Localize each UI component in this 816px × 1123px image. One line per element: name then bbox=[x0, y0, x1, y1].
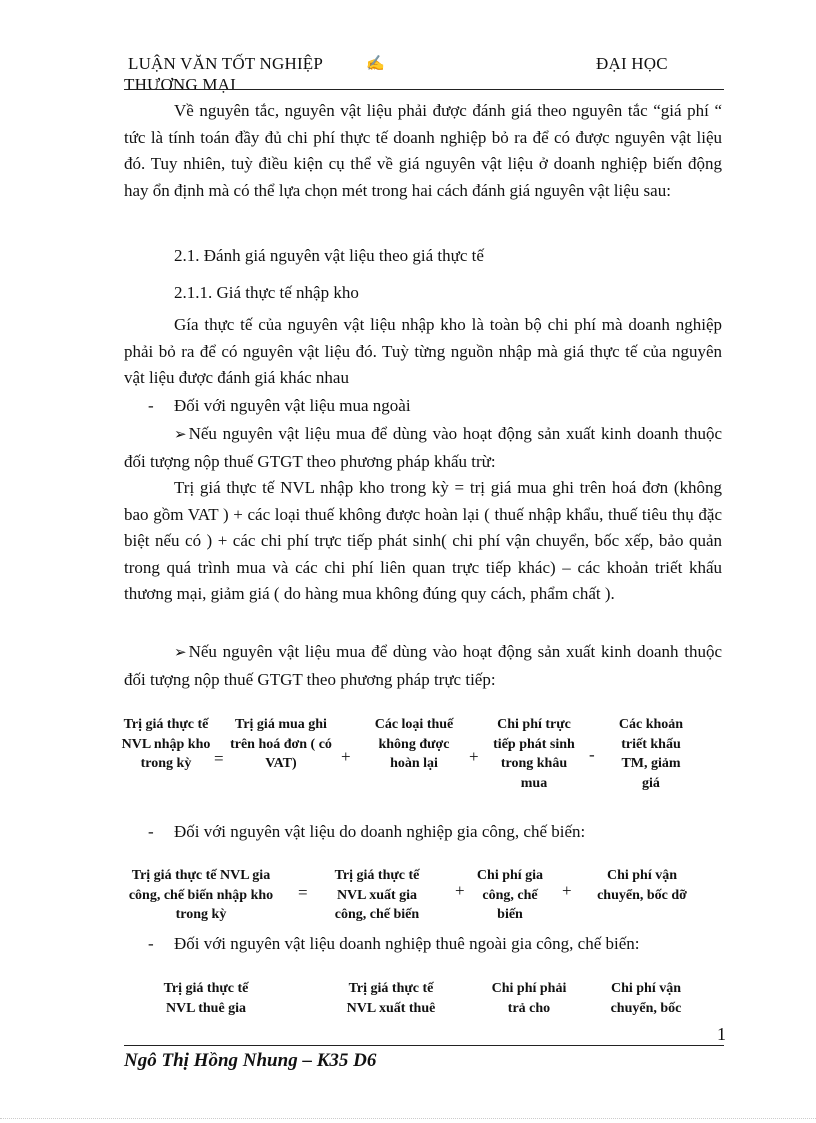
formula-term: Trị giá thực tế NVL xuất thuê bbox=[346, 981, 436, 1016]
bullet-dash: - bbox=[148, 396, 154, 415]
formula-term: Chi phí vận chuyển, bốc bbox=[610, 981, 682, 1016]
bullet-dash: - bbox=[148, 822, 154, 841]
formula-term: Chi phí trực tiếp phát sinh trong khâu mua bbox=[493, 717, 575, 791]
formula-term: Các loại thuế không được hoàn lại bbox=[374, 717, 454, 772]
footer-rule bbox=[124, 1045, 724, 1046]
heading-2-1: 2.1. Đánh giá nguyên vật liệu theo giá thực tế bbox=[174, 246, 484, 265]
footer-author: Ngô Thị Hồng Nhung – K35 D6 bbox=[124, 1050, 377, 1071]
formula-term: Trị giá thực tế NVL nhập kho trong kỳ bbox=[121, 717, 211, 772]
bullet-thue-ngoai bbox=[148, 934, 640, 954]
paragraph-intro: Về nguyên tắc, nguyên vật liệu phải được đánh giá theo nguyên tắc “giá phí “ tức là tính toán đầy đủ chi phí thực tế doanh nghiệp bỏ ra để có được nguyên vật liệu đó. Tuy nhiên, tuỳ điều kiện cụ thể về giá nguyên vật liệu ở doanh nghiệp biến động hay ổn định mà có thể lựa chọn mét trong hai cách đánh giá nguyên vật liệu sau: bbox=[124, 101, 722, 200]
header-rule bbox=[124, 89, 724, 90]
bullet-text: Đối với nguyên vật liệu do doanh nghiệp gia công, chế biến: bbox=[174, 822, 586, 841]
arrow-bullet-icon: ➢ bbox=[174, 427, 187, 443]
page-number: 1 bbox=[717, 1024, 726, 1044]
formula-term: Trị giá mua ghi trên hoá đơn ( có VAT) bbox=[230, 717, 332, 772]
quill-icon: ✍ bbox=[366, 56, 385, 72]
paragraph-gia-thuc-te: Gía thực tế của nguyên vật liệu nhập kho là toàn bộ chi phí mà doanh nghiệp phải bỏ ra để có nguyên vật liệu đó. Tuỳ từng nguồn nhập mà giá thực tế của nguyên vật liệu được đánh giá khác nhau bbox=[124, 315, 722, 388]
bullet-gia-cong bbox=[148, 822, 585, 842]
formula-term: Chi phí phải trả cho bbox=[491, 981, 567, 1016]
formula-term: Trị giá thực tế NVL gia công, chế biến nhập kho trong kỳ bbox=[128, 868, 274, 923]
bullet-dash: - bbox=[148, 934, 154, 953]
sub-khau-tru-text: Nếu nguyên vật liệu mua để dùng vào hoạt động sản xuất kinh doanh thuộc đối tượng nộp thuế GTGT theo phương pháp khấu trừ: bbox=[124, 424, 722, 471]
bullet-text: Đối với nguyên vật liệu doanh nghiệp thuê ngoài gia công, chế biến: bbox=[174, 934, 640, 953]
formula-term: Các khoản triết khấu TM, giảm giá bbox=[618, 717, 684, 791]
bullet-text: Đối với nguyên vật liệu mua ngoài bbox=[174, 396, 411, 415]
bullet-mua-ngoai bbox=[148, 396, 411, 416]
sub-truc-tiep bbox=[124, 639, 722, 693]
formula-term: Trị giá thực tế NVL xuất gia công, chế biến bbox=[334, 868, 420, 923]
page-edge-dotted-line bbox=[0, 1118, 816, 1119]
formula-operator: - bbox=[589, 745, 595, 764]
header-second-line: THƯƠNG MẠI bbox=[124, 75, 236, 94]
paragraph-tri-gia: Trị giá thực tế NVL nhập kho trong kỳ = trị giá mua ghi trên hoá đơn (không bao gồm VAT ) + các loại thuế không được hoàn lại ( thuế nhập khẩu, thuế tiêu thụ đặc biệt nếu có ) + các chi phí trực tiếp phát sinh( chi phí vận chuyển, bốc xếp, bảo quản trong quá trình mua và các chi phí liên quan trực tiếp khác) – các khoản triết khấu thương mại, giảm giá ( do hàng mua không đúng quy cách, phẩm chất ). bbox=[124, 478, 722, 604]
header-right: ĐẠI HỌC bbox=[596, 54, 668, 73]
formula-term: Trị giá thực tế NVL thuê gia bbox=[163, 981, 249, 1016]
sub-khau-tru bbox=[124, 421, 722, 475]
formula-operator: + bbox=[562, 881, 572, 900]
formula-operator: + bbox=[341, 747, 351, 766]
heading-2-1-1: 2.1.1. Giá thực tế nhập kho bbox=[174, 283, 359, 302]
header-left: LUẬN VĂN TỐT NGHIỆP bbox=[128, 54, 324, 73]
formula-operator: + bbox=[455, 881, 465, 900]
formula-operator: + bbox=[469, 747, 479, 766]
arrow-bullet-icon: ➢ bbox=[174, 645, 187, 661]
sub-truc-tiep-text: Nếu nguyên vật liệu mua để dùng vào hoạt động sản xuất kinh doanh thuộc đối tượng nộp thuế GTGT theo phương pháp trực tiếp: bbox=[124, 642, 722, 689]
formula-term: Chi phí vận chuyển, bốc dỡ bbox=[597, 868, 687, 903]
formula-operator: = bbox=[298, 883, 308, 902]
formula-operator: = bbox=[214, 749, 224, 768]
formula-term: Chi phí gia công, chế biến bbox=[476, 868, 544, 923]
